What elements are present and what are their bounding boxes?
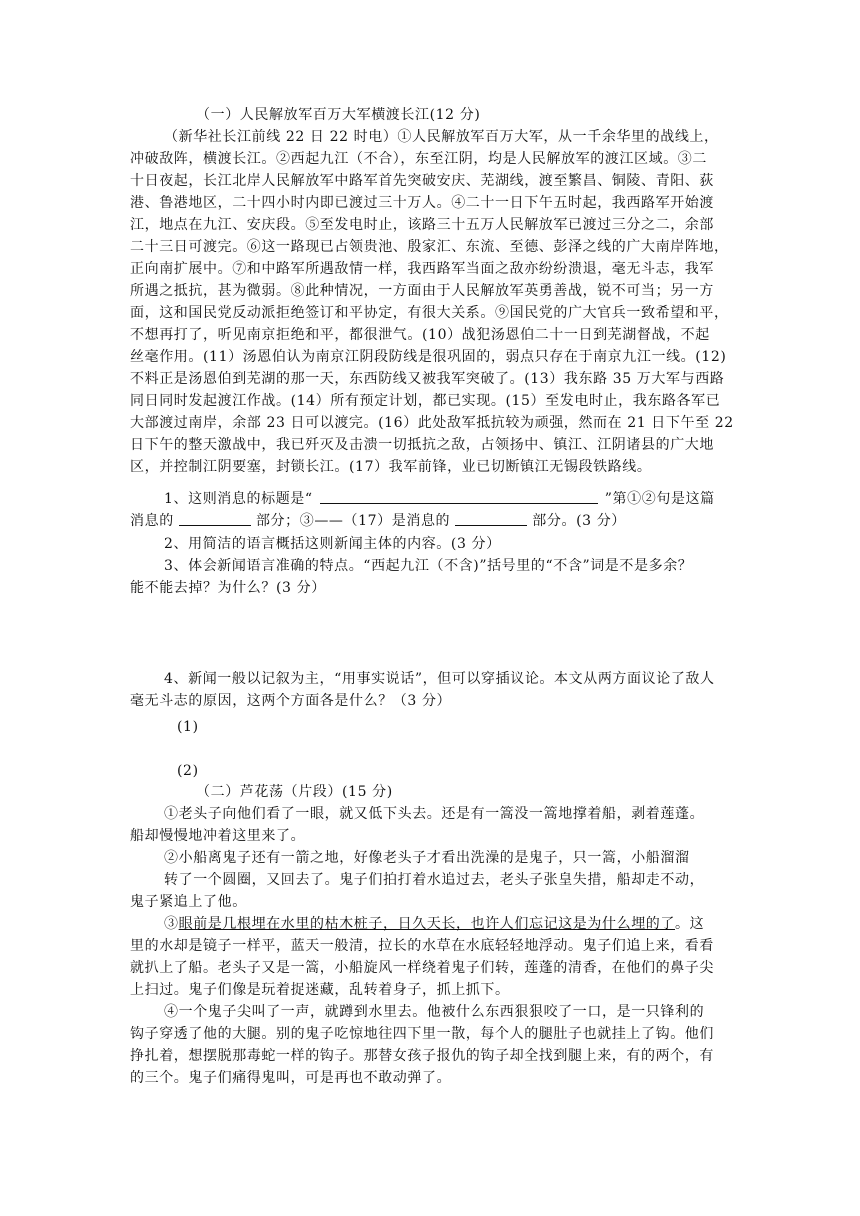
story-line: 船却慢慢地冲着这里来了。 <box>130 828 306 844</box>
article-line: 所遇之抵抗，甚为微弱。⑧此种情况，一方面由于人民解放军英勇善战，锐不可当；另一方 <box>130 283 714 299</box>
question-4-item-2: (2) <box>177 763 199 779</box>
article-line: 十日夜起，长江北岸人民解放军中路军首先突破安庆、芜湖线，渡至繁昌、铜陵、青阳、荻 <box>130 173 714 189</box>
section2-title: （二）芦花荡（片段）(15 分) <box>196 784 393 800</box>
paragraph-number: ③ <box>164 916 179 932</box>
article-line: （新华社长江前线 22 日 22 时电）①人民解放军百万大军，从一千余华里的战线上， <box>164 129 719 145</box>
question-1-line-1 <box>164 488 715 510</box>
article-line: 江，地点在九江、安庆段。⑤至发电时止，该路三十五万人民解放军已渡过三分之二，余部 <box>130 217 714 233</box>
question-4-line-1: 4、新闻一般以记叙为主，“用事实说话”，但可以穿插议论。本文从两方面议论了敌人 <box>164 671 715 687</box>
story-line: ④一个鬼子尖叫了一声，就蹲到水里去。他被什么东西狠狠咬了一口，是一只锋利的 <box>164 1004 705 1020</box>
article-line: 区，并控制江阴要塞，封锁长江。(17）我军前锋，业已切断镇江无锡段铁路线。 <box>130 459 652 475</box>
lead-part-answer-blank[interactable] <box>179 511 251 526</box>
question-1-text: 消息的 <box>130 513 174 529</box>
question-1-text: 部分；③——（17）是消息的 <box>255 513 451 529</box>
section1-title: （一）人民解放军百万大军横渡长江(12 分) <box>196 107 481 123</box>
question-4-line-2: 毫无斗志的原因，这两个方面各是什么？（3 分） <box>130 693 452 709</box>
story-line: 挣扎着，想摆脱那毒蛇一样的钩子。那替女孩子报仇的钩子却全找到腿上来，有的两个，有 <box>130 1048 714 1064</box>
article-line: 大部渡过南岸，余部 23 日可以渡完。(16）此处敌军抵抗较为顽强，然而在 21 日下午至 22 <box>130 415 734 431</box>
story-line: 上扫过。鬼子们像是玩着捉迷藏，乱转着身子，抓上抓下。 <box>130 982 510 998</box>
question-1-text: 1、这则消息的标题是“ <box>164 491 313 507</box>
story-text: 。这 <box>675 916 705 932</box>
article-line: 不料正是汤恩伯到芜湖的那一天，东西防线又被我军突破了。(13）我东路 35 万大军与西路 <box>130 371 725 387</box>
article-line: 正向南扩展中。⑦和中路军所遇敌情一样，我西路军当面之敌亦纷纷溃退，毫无斗志，我军 <box>130 261 714 277</box>
story-line: 钩子穿透了他的大腿。别的鬼子吃惊地往四下里一散，每个人的腿肚子也就挂上了钩。他们 <box>130 1026 714 1042</box>
question-1-text: 部分。(3 分） <box>532 513 626 529</box>
article-line: 冲破敌阵，横渡长江。②西起九江（不合），东至江阴，均是人民解放军的渡江区域。③二 <box>130 151 707 167</box>
question-2: 2、用简洁的语言概括这则新闻主体的内容。(3 分） <box>164 536 501 552</box>
story-line <box>164 913 704 935</box>
question-1-text: ”第①②句是这篇 <box>604 491 715 507</box>
article-line: 丝毫作用。(11）汤恩伯认为南京江阴段防线是很巩固的，弱点只存在于南京九江一线。(12) <box>130 349 727 365</box>
underlined-sentence: 眼前是几根埋在水里的枯木桩子，日久天长，也许人们忘记这是为什么埋的了 <box>178 916 676 932</box>
story-line: 转了一个圆圈，又回去了。鬼子们拍打着水追过去，老头子张皇失措，船却走不动， <box>164 872 705 888</box>
article-line: 面，这和国民党反动派拒绝签订和平协定，有很大关系。⑨国民党的广大官兵一致希望和平， <box>130 305 729 321</box>
article-line: 港、鲁港地区，二十四小时内即已渡过三十万人。④二十一日下午五时起，我西路军开始渡 <box>130 195 714 211</box>
body-part-answer-blank[interactable] <box>455 511 527 526</box>
article-line: 同日同时发起渡江作战。(14）所有预定计划，都已实现。(15）至发电时止，我东路各军已 <box>130 393 721 409</box>
story-line: 就扒上了船。老头子又是一篙，小船旋风一样绕着鬼子们转，莲蓬的清香，在他们的鼻子尖 <box>130 960 714 976</box>
article-line: 二十三日可渡完。⑥这一路现已占领贵池、殷家汇、东流、至德、彭泽之线的广大南岸阵地， <box>130 239 729 255</box>
question-3-line-1: 3、体会新闻语言准确的特点。“西起九江（不含)”括号里的“不含”词是不是多余？ <box>164 558 693 574</box>
story-line: 里的水却是镜子一样平，蓝天一般清，拉长的水草在水底轻轻地浮动。鬼子们追上来，看看 <box>130 938 714 954</box>
article-line: 不想再打了，听见南京拒绝和平，都很泄气。(10）战犯汤恩伯二十一日到芜湖督战，不起 <box>130 327 710 343</box>
story-line: 鬼子紧追上了他。 <box>130 894 247 910</box>
article-line: 日下午的整天激战中，我已歼灭及击溃一切抵抗之敌，占领扬中、镇江、江阴诸县的广大地 <box>130 437 714 453</box>
story-line: ①老头子向他们看了一眼，就又低下头去。还是有一篙没一篙地撑着船，剥着莲蓬。 <box>164 806 705 822</box>
question-3-line-2: 能不能去掉？为什么？(3 分） <box>130 580 326 596</box>
story-line: 的三个。鬼子们痛得鬼叫，可是再也不敢动弹了。 <box>130 1070 452 1086</box>
question-4-item-1: (1) <box>177 719 199 735</box>
headline-answer-blank[interactable] <box>320 489 598 504</box>
story-line: ②小船离鬼子还有一箭之地，好像老头子才看出洗澡的是鬼子，只一篙，小船溜溜 <box>164 850 690 866</box>
question-1-line-2 <box>130 510 626 532</box>
